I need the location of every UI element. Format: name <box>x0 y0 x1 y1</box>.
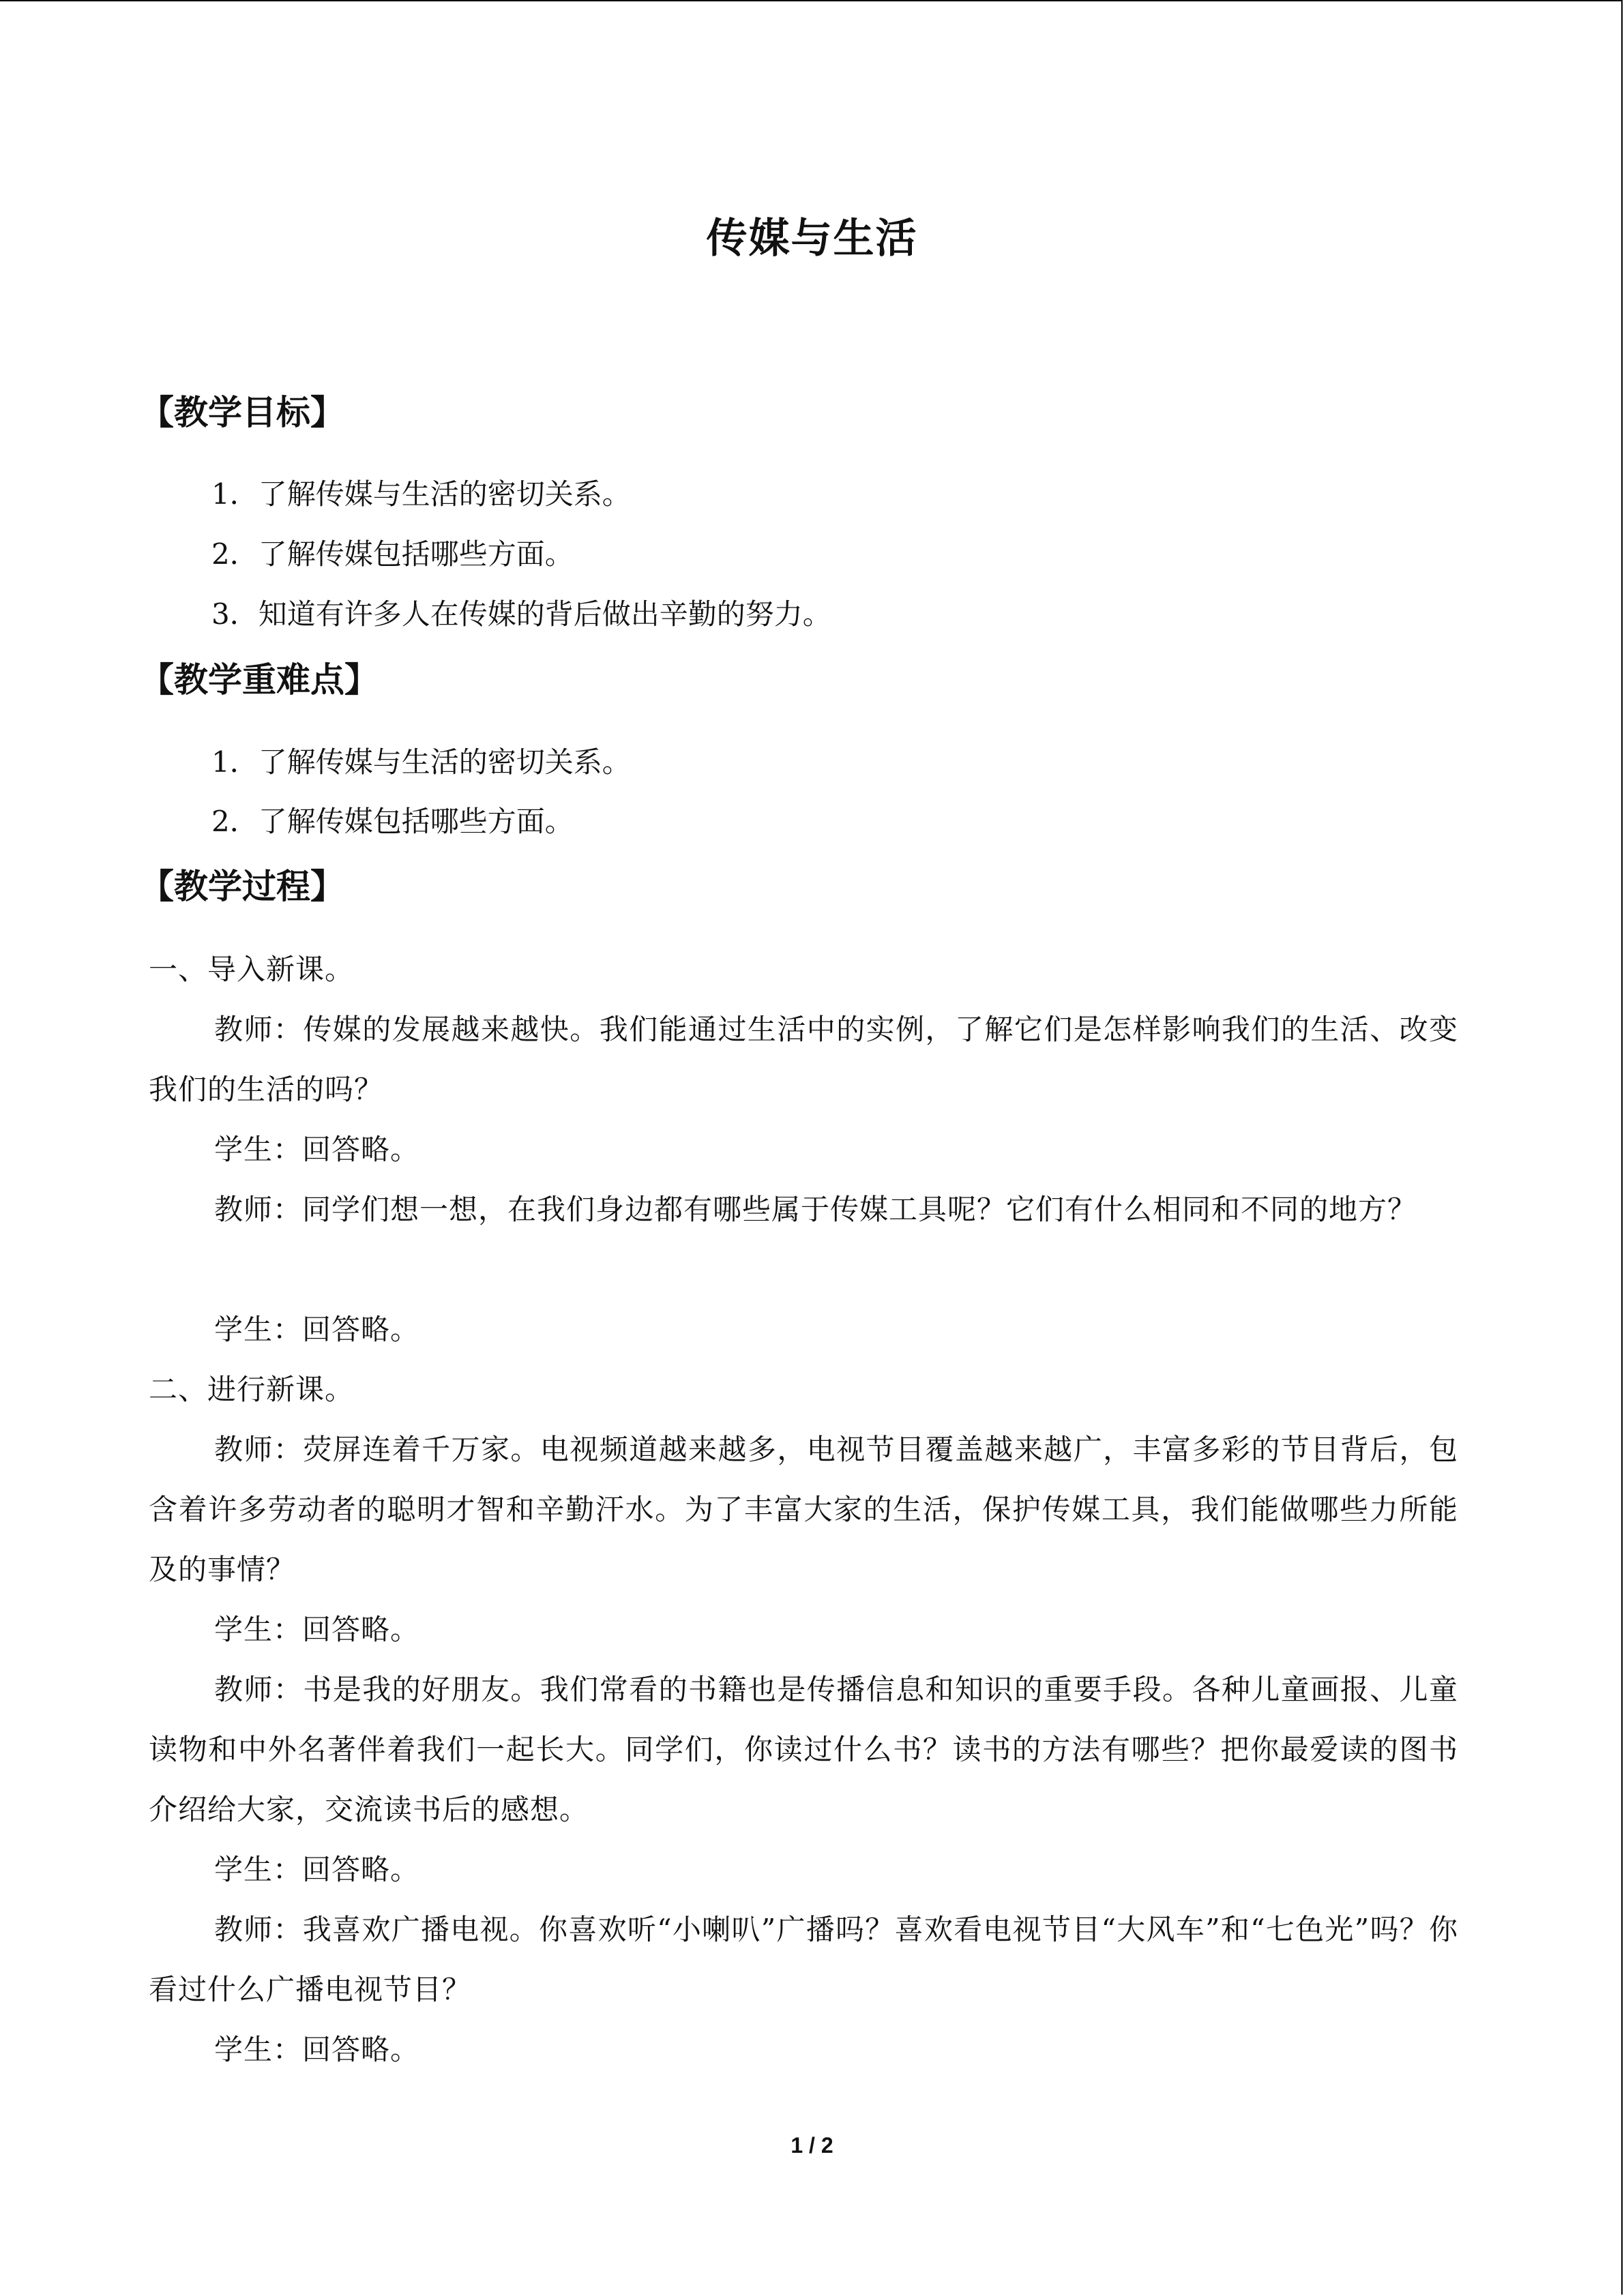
process-paragraph: 二、进行新课。 <box>149 1373 355 1406</box>
document-title: 传媒与生活 <box>706 215 918 263</box>
process-paragraph: 教师：我喜欢广播电视。你喜欢听“小喇叭”广播吗？喜欢看电视节目“大风车”和“七色光”吗？你看过什么广播电视节目？ <box>149 1913 1458 2006</box>
process-paragraph: 教师：传媒的发展越来越快。我们能通过生活中的实例，了解它们是怎样影响我们的生活、改变我们的生活的吗？ <box>149 1013 1458 1106</box>
goal-item-1: 1．了解传媒与生活的密切关系。 <box>211 477 631 511</box>
process-paragraph: 学生：回答略。 <box>214 1313 420 1346</box>
section-heading-goals: 【教学目标】 <box>140 393 344 432</box>
process-paragraph: 一、导入新课。 <box>149 953 355 986</box>
process-paragraph: 学生：回答略。 <box>214 2033 420 2066</box>
process-paragraph: 教师：同学们想一想，在我们身边都有哪些属于传媒工具呢？它们有什么相同和不同的地方？ <box>214 1193 1417 1226</box>
section-heading-process: 【教学过程】 <box>140 867 344 906</box>
process-paragraph: 学生：回答略。 <box>214 1133 420 1166</box>
goal-item-3: 3．知道有许多人在传媒的背后做出辛勤的努力。 <box>211 597 831 631</box>
page-number: 1 / 2 <box>791 2133 833 2158</box>
section-heading-key-points: 【教学重难点】 <box>140 660 379 700</box>
key-point-item-2: 2．了解传媒包括哪些方面。 <box>211 805 574 838</box>
process-paragraph: 教师：书是我的好朋友。我们常看的书籍也是传播信息和知识的重要手段。各种儿童画报、儿童读物和中外名著伴着我们一起长大。同学们，你读过什么书？读书的方法有哪些？把你最爱读的图书介绍给大家，交流读书后的感想。 <box>149 1673 1458 1826</box>
process-paragraph: 学生：回答略。 <box>214 1853 420 1886</box>
key-point-item-1: 1．了解传媒与生活的密切关系。 <box>211 745 631 779</box>
goal-item-2: 2．了解传媒包括哪些方面。 <box>211 537 574 571</box>
process-paragraph: 教师：荧屏连着千万家。电视频道越来越多，电视节目覆盖越来越广，丰富多彩的节目背后，包含着许多劳动者的聪明才智和辛勤汗水。为了丰富大家的生活，保护传媒工具，我们能做哪些力所能及的事情？ <box>149 1433 1458 1586</box>
process-paragraph: 学生：回答略。 <box>214 1613 420 1646</box>
